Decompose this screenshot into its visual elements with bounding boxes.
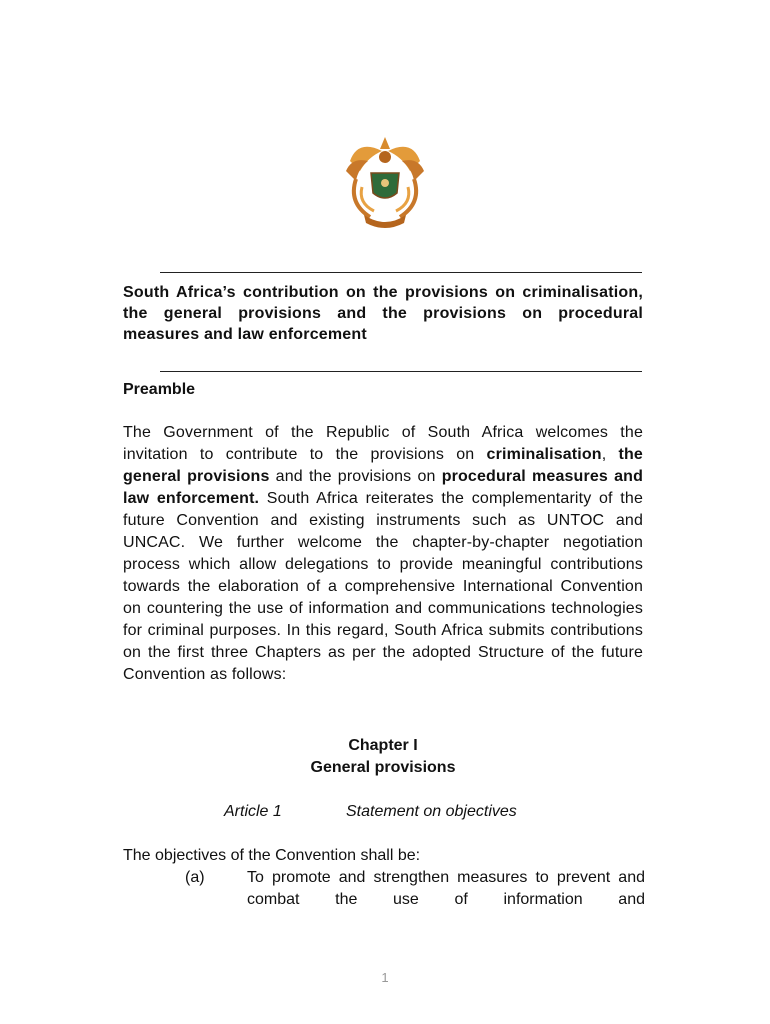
preamble-paragraph: The Government of the Republic of South Africa welcomes the invitation to contribute to the provisions on criminalisation, the general provisions and the provisions on procedural measures and law enforcement. South Africa reiterates the complementarity of the future Convention and existing instruments such as UNTOC and UNCAC. We further welcome the chapter-by-chapter negotiation process which allow delegations to provide meaningful contributions towards the elaboration of a comprehensive International Convention on countering the use of information and communications technologies for criminal purposes. In this regard, South Africa submits contributions on the first three Chapters as per the adopted Structure of the future Convention as follows: — [123, 424, 643, 683]
title-top-rule — [160, 272, 642, 273]
list-item-label: (a) — [185, 869, 205, 886]
bold-general-provisions: the general provisions — [123, 446, 643, 485]
document-title: South Africa’s contribution on the provisions on criminalisation, the general provisions and the provisions on procedural measures and law enforcement — [123, 284, 643, 343]
bold-criminalisation: criminalisation — [486, 446, 602, 463]
page-number: 1 — [381, 970, 389, 985]
article-title: Statement on objectives — [346, 803, 517, 820]
preamble-heading: Preamble — [123, 381, 196, 398]
chapter-number: Chapter I — [348, 737, 418, 754]
bold-procedural-measures: procedural measures and law enforcement. — [123, 468, 643, 507]
coat-of-arms-icon — [338, 131, 432, 231]
article-number: Article 1 — [224, 803, 282, 820]
objectives-intro: The objectives of the Convention shall be: — [123, 847, 421, 864]
chapter-title: General provisions — [310, 759, 456, 776]
list-item-text: To promote and strengthen measures to prevent and combat the use of information and — [247, 869, 645, 908]
title-bottom-rule — [160, 371, 642, 372]
